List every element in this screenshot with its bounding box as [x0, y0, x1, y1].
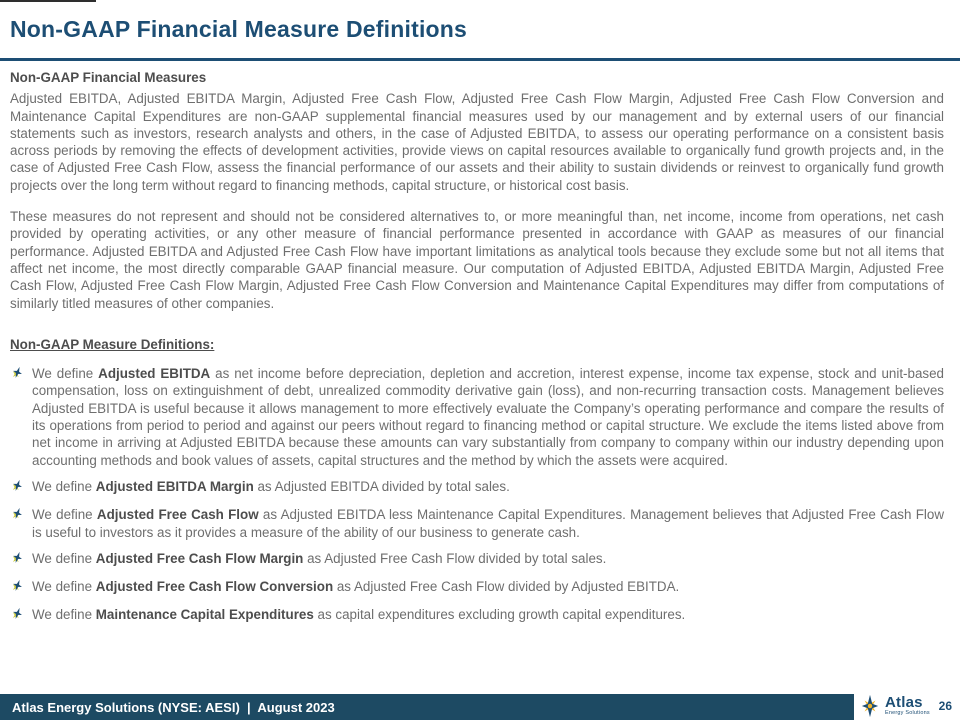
slide-title: Non-GAAP Financial Measure Definitions [10, 16, 468, 42]
page-number: 26 [938, 699, 952, 713]
definitions-list [10, 365, 944, 626]
definition-item [10, 578, 944, 597]
star-bullet-icon [10, 506, 25, 541]
star-bullet-icon [10, 578, 25, 597]
definition-item [10, 606, 944, 625]
logo-wordmark [885, 695, 930, 717]
top-edge-mark [0, 0, 96, 2]
paragraph-intro: Adjusted EBITDA, Adjusted EBITDA Margin, Adjusted Free Cash Flow, Adjusted Free Cash Flow Margin, Adjusted Free Cash Flow Conversion and Maintenance Capital Expenditures are non-GAAP supplemental financial measures used by our management and by external users of our financial statements such as investors, research analysts and others, in the case of Adjusted EBITDA, to assess our operating performance on a consistent basis across periods by removing the effects of development activities, provide views on capital resources available to organically fund growth projects and, in the case of Adjusted Free Cash Flow, assess the financial performance of our assets and their ability to sustain dividends or reinvest to organically fund growth projects over the long term without regard to financing methods, capital structure, or historical cost basis. [10, 91, 944, 193]
atlas-compass-star-icon [858, 694, 882, 718]
paragraph-limitations: These measures do not represent and should not be considered alternatives to, or more meaningful than, net income, income from operations, net cash provided by operating activities, or any other measure of financial performance presented in accordance with GAAP as measures of our financial performance. Adjusted EBITDA and Adjusted Free Cash Flow have important limitations as analytical tools because they exclude some but not all items that affect net income, the most directly comparable GAAP financial measure. Our computation of Adjusted EBITDA, Adjusted EBITDA Margin, Adjusted Free Cash Flow, Adjusted Free Cash Flow Margin, Adjusted Free Cash Flow Conversion and Maintenance Capital Expenditures may differ from computations of similarly titled measures of other companies. [10, 209, 944, 311]
definition-text: We define Adjusted EBITDA as net income before depreciation, depletion and accretion, interest expense, income tax expense, stock and unit-based compensation, loss on extinguishment of debt, unrealized commodity derivative gain (loss), and non-recurring transaction costs. Management believes Adjusted EBITDA is useful because it allows management to more effectively evaluate the Company’s operating performance and compare the results of its operations from period to period and against our peers without regard to financing method or capital structure. We exclude the items listed above from net income in arriving at Adjusted EBITDA because these amounts can vary substantially from company to company within our industry depending upon accounting methods and book values of assets, capital structures and the method by which the assets were acquired. [32, 366, 944, 468]
star-bullet-icon [10, 365, 25, 469]
definition-item [10, 365, 944, 469]
logo-box [854, 692, 960, 720]
definition-item [10, 478, 944, 497]
definition-text: We define Adjusted Free Cash Flow Conversion as Adjusted Free Cash Flow divided by Adjusted EBITDA. [32, 579, 680, 595]
section-heading-definitions: Non-GAAP Measure Definitions: [10, 336, 215, 352]
slide-body [0, 61, 960, 626]
footer-bar [0, 694, 960, 720]
definition-text: We define Adjusted Free Cash Flow as Adjusted EBITDA less Maintenance Capital Expenditures. Management believes that Adjusted Free Cash Flow is useful to investors as it provides a measure of the ability of our business to generate cash. [32, 507, 944, 540]
logo-subtitle: Energy Solutions [885, 710, 930, 717]
definition-item [10, 550, 944, 569]
definition-text: We define Adjusted EBITDA Margin as Adjusted EBITDA divided by total sales. [32, 478, 510, 494]
section-heading-non-gaap-measures: Non-GAAP Financial Measures [10, 70, 207, 85]
definition-text: We define Adjusted Free Cash Flow Margin as Adjusted Free Cash Flow divided by total sales. [32, 550, 607, 566]
star-bullet-icon [10, 606, 25, 625]
star-bullet-icon [10, 478, 25, 497]
star-bullet-icon [10, 550, 25, 569]
footer-text: Atlas Energy Solutions (NYSE: AESI) | August 2023 [12, 699, 335, 715]
definition-item [10, 506, 944, 541]
definition-text: We define Maintenance Capital Expenditures as capital expenditures excluding growth capital expenditures. [32, 607, 686, 623]
logo-name: Atlas [885, 694, 923, 712]
